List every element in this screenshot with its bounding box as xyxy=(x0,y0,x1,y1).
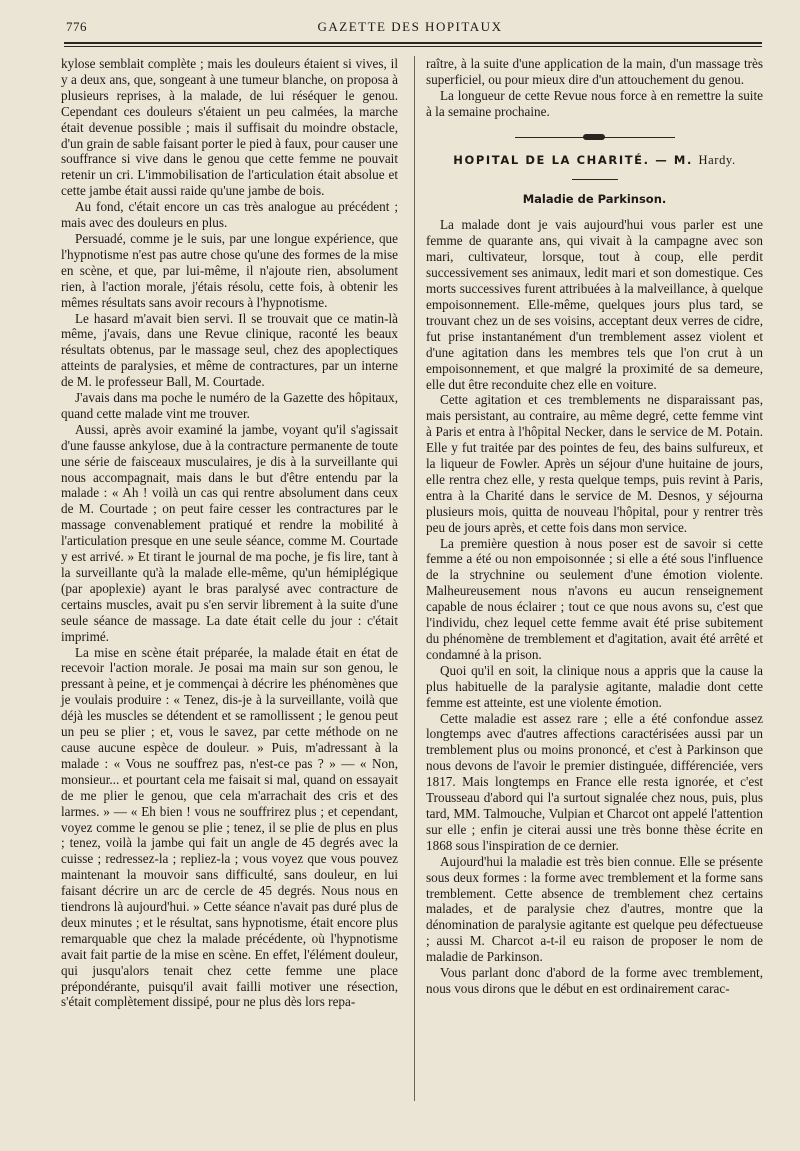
paragraph: La première question à nous poser est de savoir si cette femme a été ou non empoisonnée ; si elle a été sous l'influence de la strychnine ou seulement d'une émotion violente. Malheureusement nous n'avons eu aucun renseignement capable de nous éclairer ; tout ce que nous avons su, c'est que l'individu, chez lequel cette femme avait été prise subitement du phénomène de tremblement et d'agitation, avait été arrêté et condamné à la prison. xyxy=(426,535,763,662)
paragraph: Aujourd'hui la maladie est très bien connue. Elle se présente sous deux formes : la forme avec tremblement et la forme sans tremblement. Cette absence de tremblement chez certains malades, et de paralysie chez d'autres, montre que la dénomination de paralysie agitante est quelque peu défectueuse ; aussi M. Charcot a-t-il eu raison de proposer le nom de maladie de Parkinson. xyxy=(426,853,763,965)
paragraph: Aussi, après avoir examiné la jambe, voyant qu'il s'agissait d'une fausse ankylose, due à la contracture permanente de toute une série de faisceaux musculaires, je dis à la surveillante qui nous accompagnait, mais dans le but d'être entendu par la malade : « Ah ! voilà un cas qui rentre absolument dans ceux de M. Courtade ; on peut faire cesser les contractures par le massage convenablement pratiqué et rendre la mobilité à l'articulation presque en une seule séance, comme M. Courtade y est arrivé. » Et tirant le journal de ma poche, je fis lire, tant à la surveillante qu'à la malade elle-même, qu'un hémiplégique (par apoplexie) ayant le bras paralysé avec contracture de certains muscles, avait pu s'en servir librement à la suite d'une seule séance de massage. La date était celle du jour : c'était imprimé. xyxy=(61,421,398,644)
page-header xyxy=(60,16,760,40)
paragraph: Cette maladie est assez rare ; elle a été confondue assez longtemps avec d'autres affections caractérisées aussi par un tremblement plus ou moins prononcé, et c'est à Parkinson que nous devons de l'avoir le premier distinguée, différenciée, vers 1817. Mais longtemps en France elle resta ignorée, et c'est Trousseau d'abord qui l'a surtout signalée chez nous, puis, plus tard, MM. Talmouche, Vulpian et Charcot ont appelé l'attention sur elle ; enfin je citerai aussi une très bonne thèse écrite en 1868 sous l'inspiration de ce dernier. xyxy=(426,710,763,853)
paragraph: Cette agitation et ces tremblements ne disparaissant pas, mais persistant, au contraire, au même degré, cette femme vint à Paris et entra à l'hôpital Necker, dans le service de M. Potain. Elle y fut traitée par des pointes de feu, des bains sulfureux, et la liqueur de Fowler. Après un séjour d'une huitaine de jours, elle rentra chez elle, y resta quelque temps, puis revint à Paris, entra à la Charité dans le service de M. Desnos, y séjourna plusieurs mois, quitta de nouveau l'hôpital, pour y rentrer très peu de jours après, et cette fois dans mon service. xyxy=(426,392,763,535)
paragraph: Quoi qu'il en soit, la clinique nous a appris que la cause la plus habituelle de la paralysie agitante, maladie dont cette femme est atteinte, est une violente émotion. xyxy=(426,662,763,710)
hospital-heading: HOPITAL DE LA CHARITÉ. — M. xyxy=(453,152,693,167)
paragraph: kylose semblait complète ; mais les douleurs étaient si vives, il y a deux ans, que, songeant à une tumeur blanche, on proposa à plusieurs reprises, à la malade, de lui réséquer le genou. Cependant ces douleurs s'étaient un peu calmées, la marche était devenue possible ; mais il suffisait du moindre obstacle, d'un grain de sable faisant porter le pied à faux, pour causer une souffrance si vive dans le genou que cette femme ne pouvait retenir un cri. L'immobilisation de l'articulation était absolue et cette jambe était aussi raide qu'une jambe de bois. xyxy=(61,56,398,199)
paragraph: La mise en scène était préparée, la malade était en état de recevoir l'action morale. Je posai ma main sur son genou, le pressant à peine, et je commençai à décrire les phénomènes que je voulais produire : « Tenez, dis-je à la surveillante, voilà que déjà les muscles se détendent et se ramollissent ; le genou peut un peu se plier ; et, vous le savez, par cette méthode on ne cause aucune espèce de douleur. » Puis, m'adressant à la malade : « Vous ne souffrez pas, n'est-ce pas ? » — « Non, monsieur... et pourtant cela me faisait si mal, quand on essayait de me plier le genou, que cela m'arrachait des cris et des larmes. » — « Eh bien ! vous ne souffrirez plus ; et cependant, voyez comme le genou se plie ; tenez, il se plie de plus en plus ; tenez, voilà la jambe qui fait un angle de 45 degrés avec la cuisse ; redressez-la ; repliez-la ; vous voyez que vous pouvez maintenant la mouvoir sans difficulté, sans douleur, en lui faisant décrire un arc de cercle de 45 degrés. Nous nous en tiendrons là aujourd'hui. » Cette séance n'avait pas duré plus de deux minutes ; et le résultat, sans hypnotisme, était encore plus remarquable que chez la malade précédente, où l'hypnotisme avait fait partie de la mise en scène. En effet, l'élément douleur, qui jusqu'alors tenait chez cette femme une place prépondérante, puisqu'il avait failli motiver une résection, s'était complètement dissipé, pour ne plus dès lors repa- xyxy=(61,644,398,1010)
section-separator xyxy=(515,134,675,141)
header-rule xyxy=(64,42,762,44)
paragraph: raître, à la suite d'une application de la main, d'un massage très superficiel, ou pour mieux dire d'un attouchement du genou. xyxy=(426,56,763,87)
paragraph: Au fond, c'était encore un cas très analogue au précédent ; mais avec des douleurs en plus. xyxy=(61,199,398,231)
paragraph: J'avais dans ma poche le numéro de la Gazette des hôpitaux, quand cette malade vint me trouver. xyxy=(61,390,398,421)
paragraph: La longueur de cette Revue nous force à en remettre la suite à la semaine prochaine. xyxy=(426,87,763,119)
paragraph: Persuadé, comme je le suis, par une longue expérience, que l'hypnotisme n'est pas autre chose qu'une des formes de la mise en scène, et que, par lui-même, il n'ajoute rien, absolument rien, à l'action morale, j'étais résolu, cette fois, à obtenir les mêmes résultats sans avoir recours à l'hypnotisme. xyxy=(61,230,398,310)
header-rule-thin xyxy=(64,46,762,47)
left-column xyxy=(61,56,398,1010)
page-number: 776 xyxy=(66,19,87,34)
column-divider xyxy=(414,56,415,1101)
paragraph: Le hasard m'avait bien servi. Il se trouvait que ce matin-là même, j'avais, dans une Revue clinique, raconté les beaux résultats obtenus, par le massage seul, chez des apoplectiques atteints de paralysies, et même de contractures, par un interne de M. le professeur Ball, M. Courtade. xyxy=(61,310,398,390)
paragraph: La malade dont je vais aujourd'hui vous parler est une femme de quarante ans, qui vivait à la campagne avec son mari, cultivateur, lorsque, tout à coup, elle perdit successivement ses animaux, ledit mari et son domestique. Ces morts successives furent attribuées à la malveillance, à quelque empoisonnement. Elle-même, quelques jours plus tard, se trouvant chez un de ses voisins, acceptant deux verres de cidre, fut prise instantanément d'un tremblement assez violent et d'une agitation dans les membres tels que l'on crut à un empoisonnement, et que malgré la proximité de sa demeure, elle dut être reconduite chez elle en voiture. xyxy=(426,217,763,392)
journal-title: GAZETTE DES HOPITAUX xyxy=(317,19,503,34)
paragraph: Vous parlant donc d'abord de la forme avec tremblement, nous vous dirons que le début en est ordinairement carac- xyxy=(426,965,763,996)
section-heading xyxy=(426,153,763,180)
right-column xyxy=(426,56,763,997)
heading-rule xyxy=(572,179,618,180)
author-name: Hardy. xyxy=(698,152,736,167)
article-subheading: Maladie de Parkinson. xyxy=(522,191,667,206)
